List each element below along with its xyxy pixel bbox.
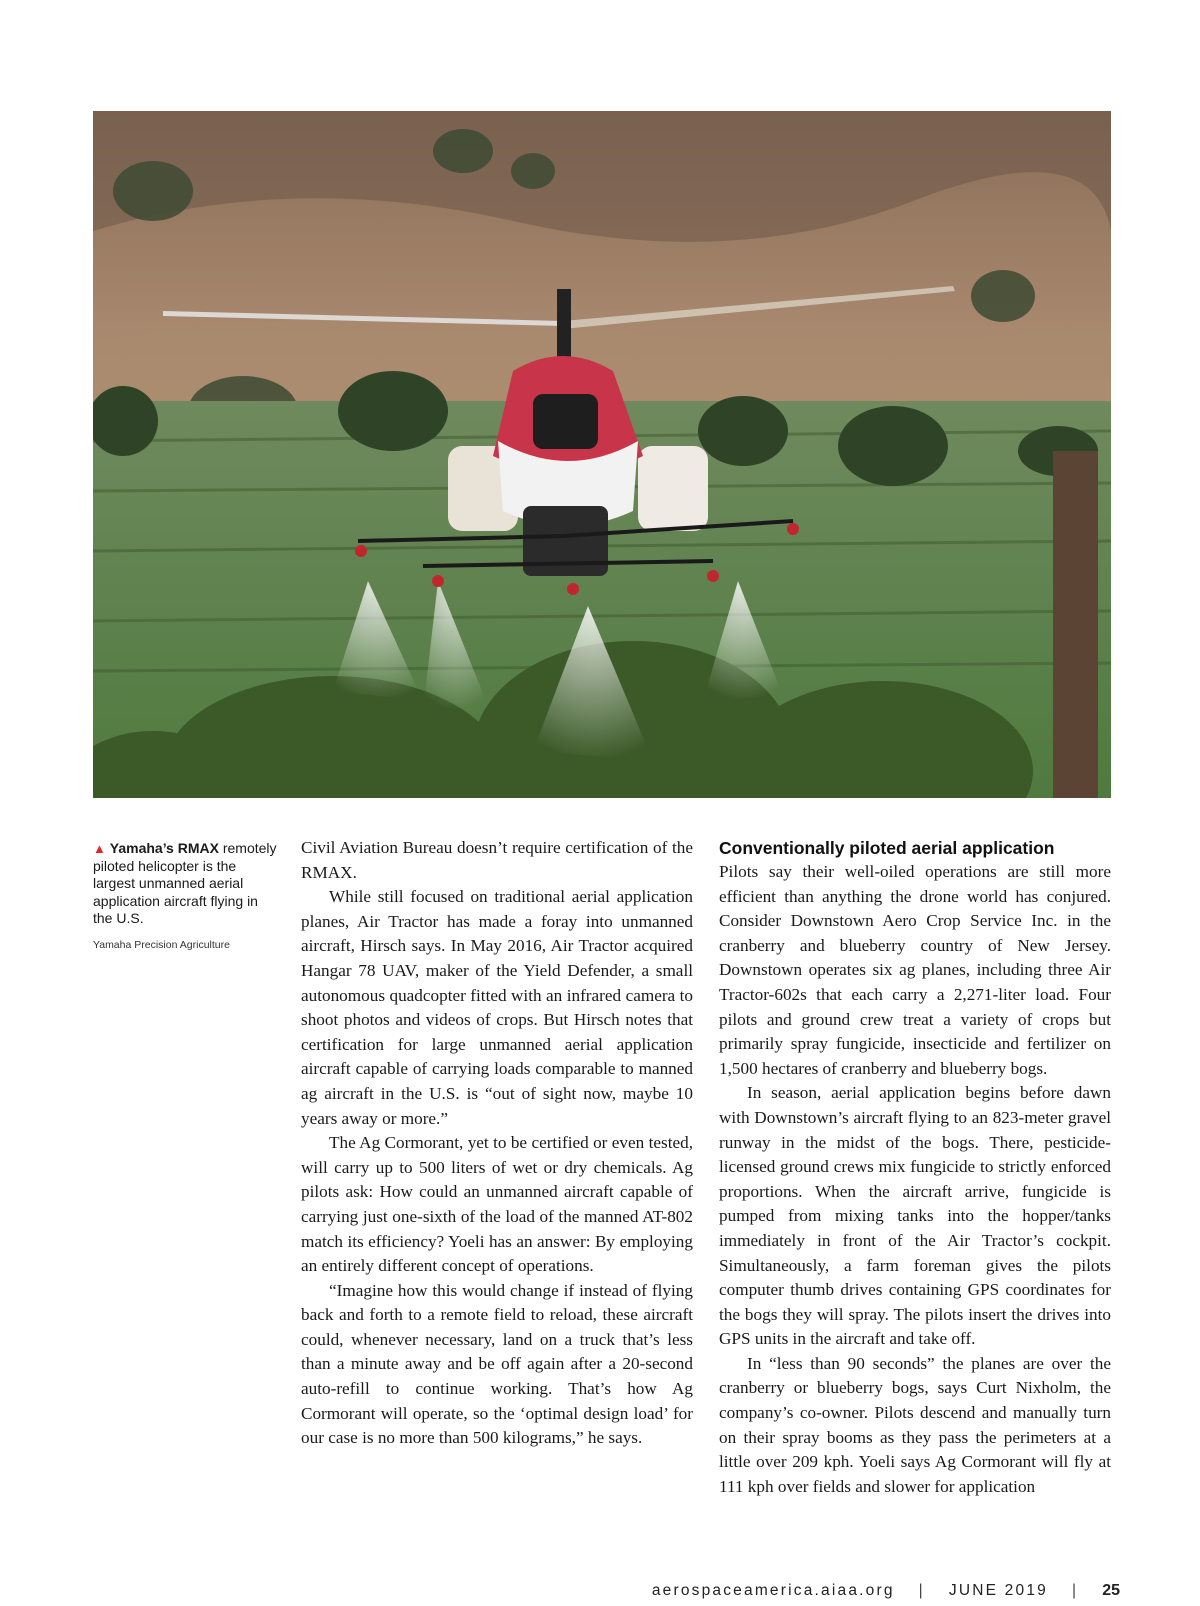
article-column-1 xyxy=(301,836,693,1451)
triangle-marker-icon: ▲ xyxy=(93,841,106,856)
paragraph: Civil Aviation Bureau doesn’t require certification of the RMAX. xyxy=(301,838,693,882)
caption-lead: Yamaha’s RMAX xyxy=(109,840,219,856)
page-footer xyxy=(652,1582,1120,1600)
section-heading: Conventionally piloted aerial application xyxy=(719,838,1055,858)
page-number: 25 xyxy=(1102,1582,1120,1599)
footer-separator: | xyxy=(1071,1582,1079,1599)
photo-credit: Yamaha Precision Agriculture xyxy=(93,938,230,951)
footer-separator: | xyxy=(918,1582,925,1599)
paragraph: “Imagine how this would change if instead of flying back and forth to a remote field to reload, these aircraft could, whenever necessary, land on a truck that’s less than a minute away and be off again after a 20-second auto-refill to continue working. That’s how Ag Cormorant will operate, so the ‘optimal design load’ for our case is no more than 500 kilograms,” he says. xyxy=(301,1280,693,1448)
footer-site: aerospaceamerica.aiaa.org xyxy=(651,1582,895,1599)
paragraph: While still focused on traditional aerial application planes, Air Tractor has made a foray into unmanned aircraft, Hirsch says. In May 2016, Air Tractor acquired Hangar 78 UAV, maker of the Yield Defender, a small autonomous quadcopter fitted with an infrared camera to shoot photos and videos of crops. But Hirsch notes that certification for large unmanned aerial application aircraft capable of carrying loads comparable to manned ag aircraft in the U.S. is “out of sight now, maybe 10 years away or more.” xyxy=(301,887,693,1128)
caption-text: remotely piloted helicopter is the largest unmanned aerial application aircraft flying in the U.S. xyxy=(93,840,277,926)
article-column-2 xyxy=(719,836,1111,1499)
rmax-helicopter-image xyxy=(93,111,1111,798)
hero-photo xyxy=(93,111,1111,798)
paragraph: In season, aerial application begins before dawn with Downstown’s aircraft flying to an 823-meter gravel runway in the midst of the bogs. There, pesticide-licensed ground crews mix fungicide to strictly enforced proportions. When the aircraft arrive, fungicide is pumped from mixing tanks into the hopper/tanks immediately in front of the Air Tractor’s cockpit. Simultaneously, a farm foreman gives the pilots computer thumb drives containing GPS coordinates for the bogs they will spray. The pilots insert the drives into GPS units in the aircraft and take off. xyxy=(719,1083,1111,1349)
photo-caption xyxy=(93,840,278,954)
paragraph: Pilots say their well-oiled operations are still more efficient than anything the drone world has conjured. Consider Downstown Aero Crop Service Inc. in the cranberry and blueberry country of New Jersey. Downstown operates six ag planes, including three Air Tractor-602s that each carry a 2,271-liter load. Four pilots and ground crew treat a variety of crops but primarily spray fungicide, insecticide and fertilizer on 1,500 hectares of cranberry and blueberry bogs. xyxy=(719,862,1111,1078)
paragraph: The Ag Cormorant, yet to be certified or even tested, will carry up to 500 liters of wet or dry chemicals. Ag pilots ask: How could an unmanned aircraft capable of carrying just one-sixth of the load of the manned AT-802 match its efficiency? Yoeli has an answer: By employing an entirely different concept of operations. xyxy=(301,1133,693,1276)
footer-date: JUNE 2019 xyxy=(948,1582,1048,1599)
paragraph: In “less than 90 seconds” the planes are over the cranberry or blueberry bogs, says Curt Nixholm, the company’s co-owner. Pilots descend and manually turn on their spray booms as they pass the perimeters at a little over 209 kph. Yoeli says Ag Cormorant will fly at 111 kph over fields and slower for application xyxy=(719,1353,1111,1496)
